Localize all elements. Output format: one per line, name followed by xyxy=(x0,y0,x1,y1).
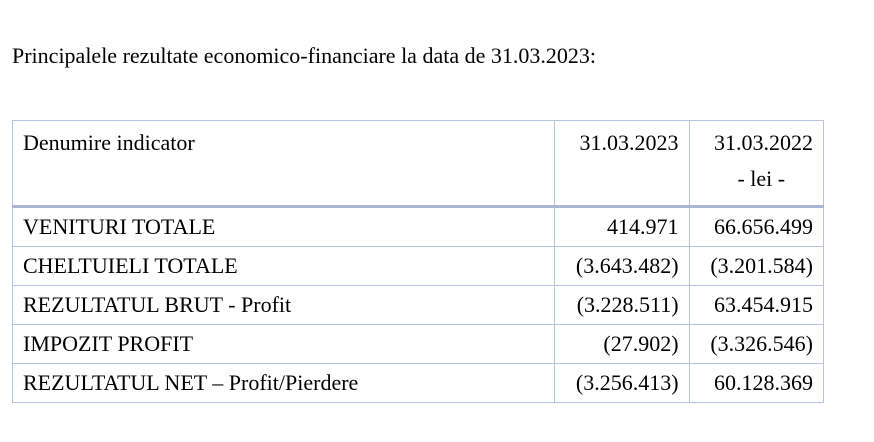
table-row xyxy=(13,247,824,286)
row-value-2023: (3.228.511) xyxy=(555,286,689,325)
header-col-2023 xyxy=(555,121,689,207)
table-row xyxy=(13,364,824,403)
table-header-row xyxy=(13,121,824,207)
row-value-2023: 414.971 xyxy=(555,207,689,247)
row-value-2022: 60.128.369 xyxy=(689,364,823,403)
header-2022-label: 31.03.2022 xyxy=(714,130,813,155)
financial-results-table xyxy=(12,120,824,403)
table-row xyxy=(13,207,824,247)
table-row xyxy=(13,325,824,364)
header-indicator xyxy=(13,121,555,207)
unit-label: - lei - xyxy=(737,166,786,191)
row-value-2022: 66.656.499 xyxy=(689,207,823,247)
table-row xyxy=(13,286,824,325)
row-value-2023: (27.902) xyxy=(555,325,689,364)
row-label: REZULTATUL BRUT - Profit xyxy=(13,286,555,325)
row-label: REZULTATUL NET – Profit/Pierdere xyxy=(13,364,555,403)
row-value-2023: (3.256.413) xyxy=(555,364,689,403)
row-value-2022: (3.326.546) xyxy=(689,325,823,364)
header-2023-label: 31.03.2023 xyxy=(579,130,679,155)
row-label: IMPOZIT PROFIT xyxy=(13,325,555,364)
row-label: CHELTUIELI TOTALE xyxy=(13,247,555,286)
header-col-2022 xyxy=(689,121,823,207)
row-value-2022: 63.454.915 xyxy=(689,286,823,325)
row-value-2022: (3.201.584) xyxy=(689,247,823,286)
row-label: VENITURI TOTALE xyxy=(13,207,555,247)
row-value-2023: (3.643.482) xyxy=(555,247,689,286)
intro-text: Principalele rezultate economico-financiare la data de 31.03.2023: xyxy=(12,43,596,68)
header-indicator-label: Denumire indicator xyxy=(23,130,195,155)
